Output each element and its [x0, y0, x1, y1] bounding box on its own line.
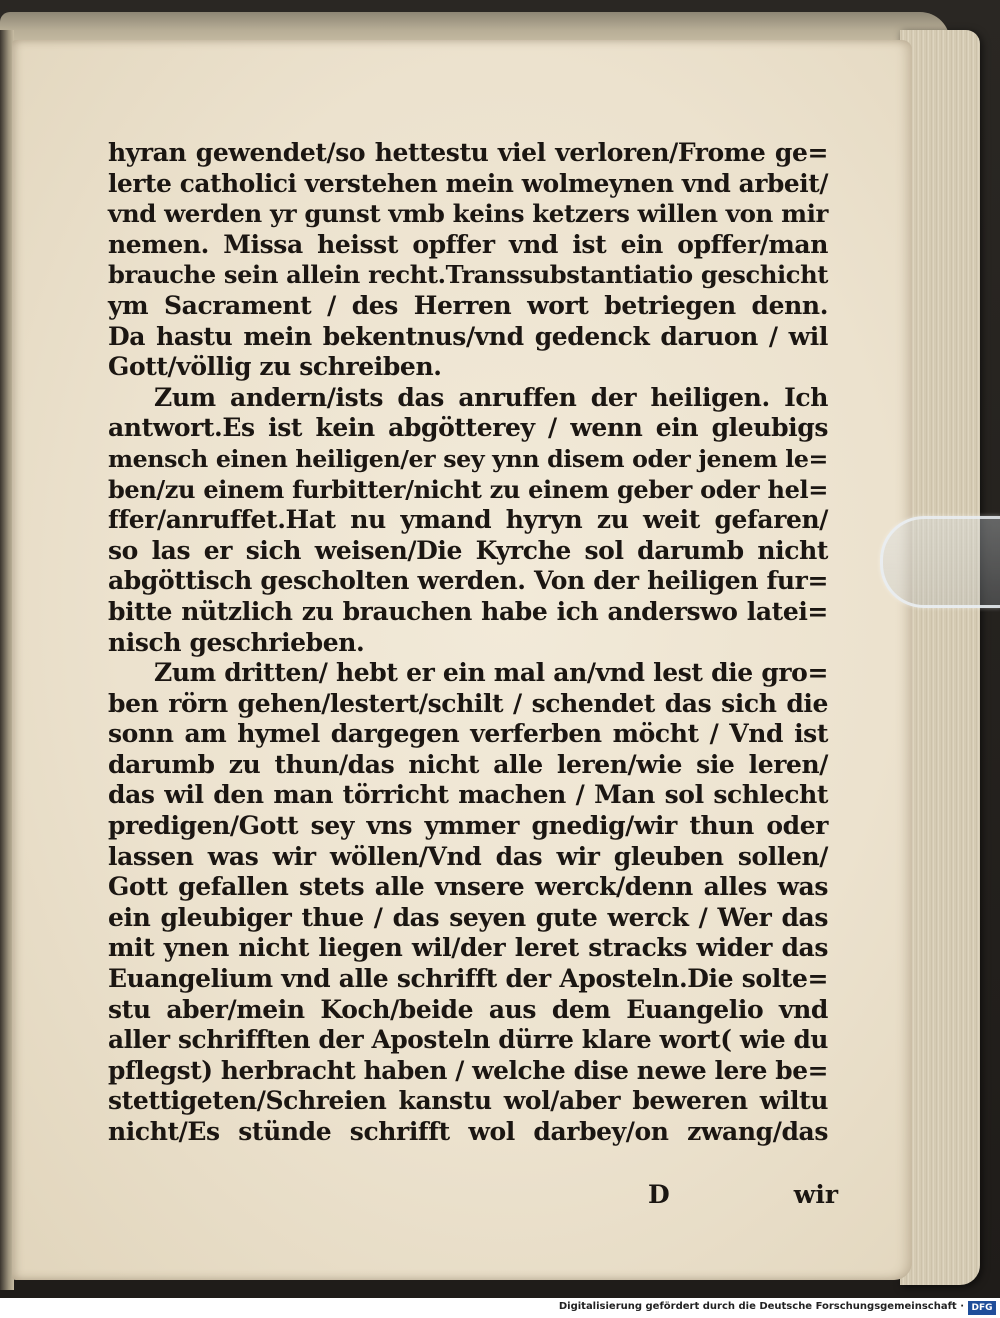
- text-line: hyran gewendet/so hettestu viel verloren/Frome ge=: [108, 138, 828, 167]
- text-line: mensch einen heiligen/er sey ynn disem oder jenem le=: [108, 444, 828, 473]
- text-line: antwort.Es ist kein abgötterey / wenn ein gleubigs: [108, 413, 828, 443]
- page-clip: [880, 516, 1000, 608]
- text-line: Gott gefallen stets alle vnsere werck/denn alles was: [108, 872, 828, 902]
- text-line: stu aber/mein Koch/beide aus dem Euangelio vnd: [108, 994, 828, 1024]
- text-line: lassen was wir wöllen/Vnd das wir gleuben sollen/: [108, 841, 828, 871]
- text-line: pflegst) herbracht haben / welche dise newe lere be=: [108, 1055, 828, 1085]
- text-line: predigen/Gott sey vns ymmer gnedig/wir thun oder: [108, 811, 828, 841]
- text-line: brauche sein allein recht.Transsubstantiatio geschicht: [108, 260, 828, 290]
- text-line: Zum dritten/ hebt er ein mal an/vnd lest die gro=: [154, 658, 828, 688]
- text-line: ein gleubiger thue / das seyen gute werck / Wer das: [108, 902, 828, 932]
- page-edges: [900, 30, 980, 1285]
- catchword: wir: [793, 1180, 838, 1209]
- text-line: nisch geschrieben.: [108, 627, 365, 657]
- text-line: aller schrifften der Aposteln dürre klare wort( wie du: [108, 1025, 828, 1055]
- text-line: nemen. Missa heisst opffer vnd ist ein opffer/man: [108, 229, 828, 259]
- text-line: Da hastu mein bekentnus/vnd gedenck daruon / wil: [108, 321, 828, 351]
- text-line: vnd werden yr gunst vmb keins ketzers willen von mir: [108, 199, 828, 229]
- text-line: ben rörn gehen/lestert/schilt / schendet das sich die: [108, 688, 828, 718]
- page-text: [108, 138, 828, 1148]
- book-page: [12, 40, 912, 1280]
- text-line: abgöttisch gescholten werden. Von der heiligen fur=: [108, 566, 828, 596]
- text-line: so las er sich weisen/Die Kyrche sol darumb nicht: [108, 535, 828, 565]
- text-line: ym Sacrament / des Herren wort betriegen denn.: [108, 290, 828, 320]
- text-line: mit ynen nicht liegen wil/der leret stracks wider das: [108, 933, 828, 963]
- text-line: bitte nützlich zu brauchen habe ich anderswo latei=: [108, 596, 828, 626]
- text-line: ffer/anruffet.Hat nu ymand hyryn zu weit gefaren/: [108, 505, 828, 535]
- text-line: darumb zu thun/das nicht alle leren/wie sie leren/: [108, 749, 828, 779]
- text-line: ben/zu einem furbitter/nicht zu einem geber oder hel=: [108, 474, 828, 504]
- catchword-line: [648, 1180, 838, 1212]
- text-line: lerte catholici verstehen mein wolmeynen vnd arbeit/: [108, 168, 828, 198]
- footer-bar: [0, 1298, 1000, 1318]
- text-line: das wil den man törricht machen / Man sol schlecht: [108, 780, 828, 810]
- text-line: Gott/völlig zu schreiben.: [108, 352, 442, 382]
- text-line: nicht/Es stünde schrifft wol darbey/on zwang/das: [108, 1117, 828, 1146]
- dfg-logo: DFG: [968, 1301, 996, 1315]
- text-line: Zum andern/ists das anruffen der heiligen. Ich: [154, 382, 828, 412]
- text-line: sonn am hymel dargegen verferben möcht / Vnd ist: [108, 719, 828, 749]
- funding-credit: Digitalisierung gefördert durch die Deutsche Forschungsgemeinschaft ·: [558, 1301, 964, 1312]
- text-line: stettigeten/Schreien kanstu wol/aber beweren wiltu: [108, 1086, 828, 1116]
- text-line: Euangelium vnd alle schrifft der Aposteln.Die solte=: [108, 964, 828, 994]
- signature-mark: D: [648, 1180, 670, 1209]
